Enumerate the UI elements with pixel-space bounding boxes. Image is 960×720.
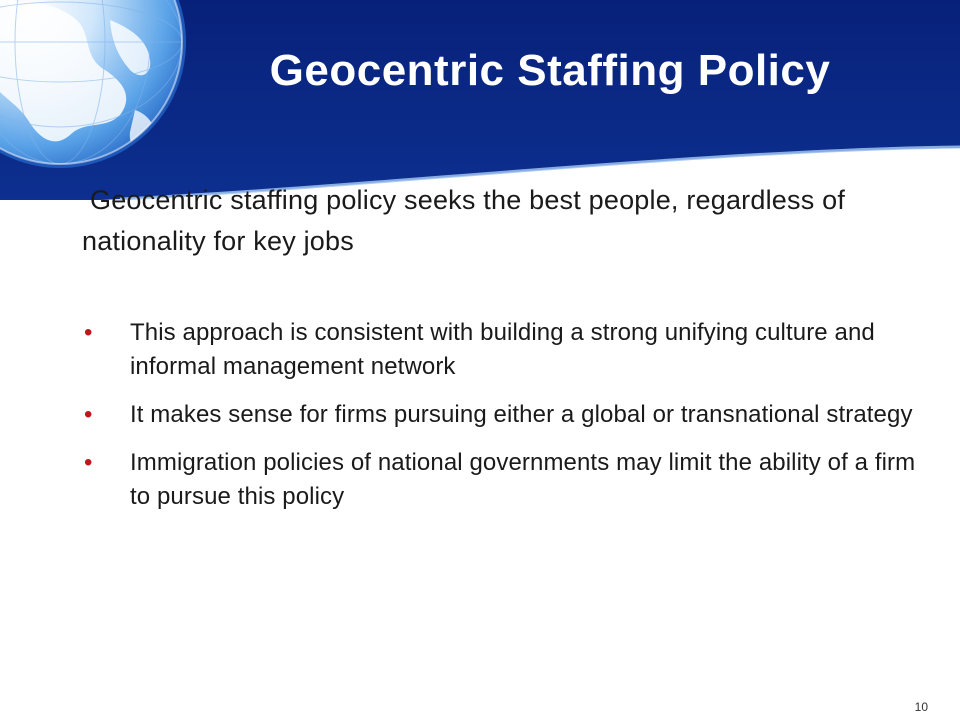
intro-paragraph: Geocentric staffing policy seeks the best people, regardless of nationality for key jobs: [82, 185, 846, 256]
page-number: 10: [914, 700, 928, 714]
bullet-text: Immigration policies of national governments may limit the ability of a firm to pursue this policy: [130, 449, 916, 510]
slide-title: Geocentric Staffing Policy: [269, 46, 831, 95]
bullet-marker: •: [84, 319, 93, 346]
bullet-list: [82, 316, 922, 528]
bullet-marker: •: [84, 449, 93, 476]
bullet-text: This approach is consistent with building a strong unifying culture and informal management network: [130, 319, 875, 380]
bullet-item: [82, 446, 922, 514]
bullet-item: [82, 316, 922, 384]
bullet-item: [82, 398, 922, 432]
bullet-marker: •: [84, 401, 93, 428]
bullet-text: It makes sense for firms pursuing either a global or transnational strategy: [130, 401, 913, 428]
